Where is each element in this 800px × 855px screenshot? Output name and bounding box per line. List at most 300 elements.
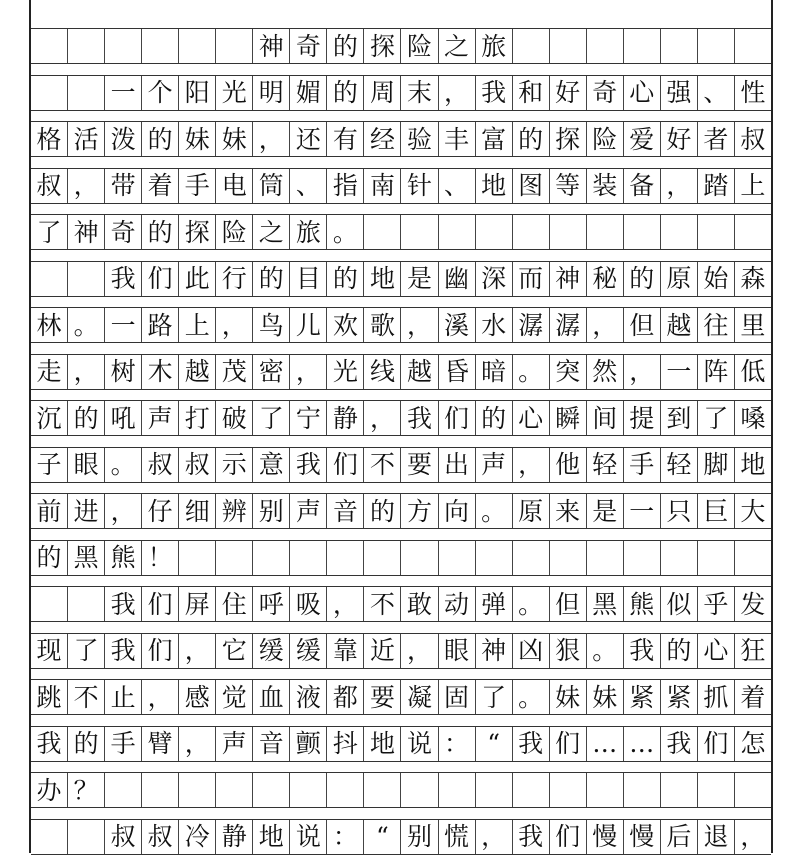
grid-cell: 前 <box>31 494 68 528</box>
grid-cell <box>661 29 698 63</box>
grid-cell: 光 <box>327 355 364 389</box>
grid-cell: 昏 <box>439 355 476 389</box>
grid-cell: ， <box>290 355 327 389</box>
grid-cell: 的 <box>476 401 513 435</box>
grid-cell <box>105 29 142 63</box>
grid-row <box>31 307 771 343</box>
grid-cell: ， <box>179 727 216 761</box>
grid-cell <box>439 773 476 807</box>
grid-cell <box>290 541 327 575</box>
grid-cell: 音 <box>327 494 364 528</box>
grid-cell: 到 <box>661 401 698 435</box>
grid-cell: 越 <box>401 355 438 389</box>
grid-cell: 。 <box>327 215 364 249</box>
grid-cell: ， <box>105 494 142 528</box>
grid-cell: ， <box>587 308 624 342</box>
grid-row <box>31 819 771 855</box>
grid-cell: 的 <box>364 494 401 528</box>
grid-cell: “ <box>476 727 513 761</box>
grid-cell: 丰 <box>439 122 476 156</box>
grid-cell: 出 <box>439 448 476 482</box>
grid-cell: 阵 <box>698 355 735 389</box>
grid-cell: 声 <box>216 727 253 761</box>
grid-cell: 深 <box>476 262 513 296</box>
grid-cell: 轻 <box>587 448 624 482</box>
grid-cell: 然 <box>587 355 624 389</box>
grid-cell: 不 <box>68 680 105 714</box>
grid-cell: 末 <box>401 76 438 110</box>
grid-cell: 富 <box>476 122 513 156</box>
grid-cell: 我 <box>105 634 142 668</box>
grid-row <box>31 261 771 297</box>
grid-cell <box>661 541 698 575</box>
grid-cell: ， <box>68 169 105 203</box>
grid-cell: 我 <box>401 401 438 435</box>
grid-cell: 不 <box>364 587 401 621</box>
grid-cell: 的 <box>327 76 364 110</box>
grid-cell: 始 <box>698 262 735 296</box>
grid-cell <box>550 773 587 807</box>
grid-cell: ： <box>439 727 476 761</box>
grid-cell <box>401 773 438 807</box>
grid-cell: 旅 <box>476 29 513 63</box>
grid-cell: 神 <box>253 29 290 63</box>
grid-cell: 颤 <box>290 727 327 761</box>
grid-cell: 。 <box>587 634 624 668</box>
grid-cell: 媚 <box>290 76 327 110</box>
grid-cell <box>513 29 550 63</box>
grid-cell: 宁 <box>290 401 327 435</box>
grid-cell: 们 <box>142 634 179 668</box>
grid-cell <box>698 29 735 63</box>
grid-cell: 们 <box>550 820 587 854</box>
grid-cell: 好 <box>550 76 587 110</box>
grid-cell <box>364 215 401 249</box>
grid-cell: 手 <box>624 448 661 482</box>
grid-cell: 紧 <box>624 680 661 714</box>
grid-cell <box>513 215 550 249</box>
grid-cell: 踏 <box>698 169 735 203</box>
grid-cell: … <box>587 727 624 761</box>
grid-cell: 来 <box>550 494 587 528</box>
grid-cell: 奇 <box>587 76 624 110</box>
grid-cell: 叔 <box>142 820 179 854</box>
grid-cell: 阳 <box>179 76 216 110</box>
grid-row <box>31 633 771 669</box>
grid-cell <box>31 262 68 296</box>
grid-cell: 歌 <box>364 308 401 342</box>
grid-cell: 我 <box>661 727 698 761</box>
grid-cell: 别 <box>401 820 438 854</box>
grid-cell: 叔 <box>740 124 766 154</box>
grid-cell <box>31 587 68 621</box>
grid-row <box>31 493 771 529</box>
grid-cell: 格 <box>31 122 68 156</box>
grid-cell: 弹 <box>476 587 513 621</box>
grid-cell <box>661 773 698 807</box>
grid-cell <box>550 215 587 249</box>
grid-cell <box>661 215 698 249</box>
grid-row <box>31 168 771 204</box>
grid-cell: 感 <box>179 680 216 714</box>
grid-cell: ， <box>401 634 438 668</box>
grid-cell: ， <box>439 76 476 110</box>
grid-cell: 密 <box>253 355 290 389</box>
grid-cell <box>698 541 735 575</box>
grid-cell: 一 <box>105 308 142 342</box>
grid-cell: 之 <box>253 215 290 249</box>
grid-cell <box>513 541 550 575</box>
grid-cell: 我 <box>476 76 513 110</box>
grid-cell: 有 <box>327 122 364 156</box>
grid-cell: 破 <box>216 401 253 435</box>
grid-cell: 验 <box>401 122 438 156</box>
grid-cell <box>698 215 735 249</box>
grid-cell: 说 <box>290 820 327 854</box>
grid-cell: 凶 <box>513 634 550 668</box>
grid-cell: 子 <box>31 448 68 482</box>
grid-cell: 上 <box>740 171 766 200</box>
grid-cell: 了 <box>476 680 513 714</box>
grid-cell: 黑 <box>587 587 624 621</box>
grid-cell: 要 <box>401 448 438 482</box>
grid-cell: 沉 <box>31 401 68 435</box>
grid-cell: 手 <box>179 169 216 203</box>
grid-cell: 我 <box>624 634 661 668</box>
grid-cell <box>587 541 624 575</box>
grid-row <box>31 679 771 715</box>
grid-cell: 突 <box>550 355 587 389</box>
grid-cell: 静 <box>216 820 253 854</box>
grid-cell: 液 <box>290 680 327 714</box>
grid-cell: 示 <box>216 448 253 482</box>
grid-cell: “ <box>364 820 401 854</box>
grid-cell: 鸟 <box>253 308 290 342</box>
grid-cell: 走 <box>31 355 68 389</box>
grid-cell: 的 <box>661 634 698 668</box>
grid-cell: 缓 <box>290 634 327 668</box>
grid-cell: 凝 <box>401 680 438 714</box>
grid-cell <box>550 541 587 575</box>
grid-cell <box>624 215 661 249</box>
grid-cell: 了 <box>253 401 290 435</box>
grid-cell: 。 <box>513 680 550 714</box>
grid-cell: 们 <box>327 448 364 482</box>
grid-cell: 泼 <box>105 122 142 156</box>
grid-cell: 行 <box>216 262 253 296</box>
grid-row <box>31 447 771 483</box>
grid-cell: 住 <box>216 587 253 621</box>
grid-cell: 爱 <box>624 122 661 156</box>
grid-cell <box>31 820 68 854</box>
grid-cell: 们 <box>550 727 587 761</box>
grid-cell: ， <box>327 587 364 621</box>
grid-cell: ， <box>740 822 766 851</box>
grid-cell: 神 <box>476 634 513 668</box>
grid-cell: 地 <box>364 262 401 296</box>
grid-cell: 近 <box>364 634 401 668</box>
grid-cell: 神 <box>68 215 105 249</box>
grid-cell: 现 <box>31 634 68 668</box>
grid-row <box>31 354 771 390</box>
grid-cell: 地 <box>253 820 290 854</box>
grid-cell: 、 <box>290 169 327 203</box>
grid-cell: 原 <box>513 494 550 528</box>
grid-cell: 和 <box>513 76 550 110</box>
grid-cell: 儿 <box>290 308 327 342</box>
grid-cell: 敢 <box>401 587 438 621</box>
grid-cell: 是 <box>587 494 624 528</box>
grid-cell: 意 <box>253 448 290 482</box>
grid-cell <box>476 215 513 249</box>
grid-cell: 目 <box>290 262 327 296</box>
grid-cell: 叔 <box>142 448 179 482</box>
grid-cell <box>179 29 216 63</box>
grid-cell <box>142 29 179 63</box>
grid-cell: 它 <box>216 634 253 668</box>
grid-cell: 手 <box>105 727 142 761</box>
grid-cell: 辨 <box>216 494 253 528</box>
grid-cell: 还 <box>290 122 327 156</box>
grid-cell: 针 <box>401 169 438 203</box>
grid-cell: 的 <box>68 401 105 435</box>
grid-cell: 的 <box>142 122 179 156</box>
grid-cell: 叔 <box>179 448 216 482</box>
grid-cell <box>587 215 624 249</box>
grid-cell: ？ <box>68 773 105 807</box>
grid-cell: 声 <box>290 494 327 528</box>
grid-cell: 险 <box>216 215 253 249</box>
grid-cell: 我 <box>513 727 550 761</box>
grid-cell: 。 <box>513 587 550 621</box>
grid-cell: 我 <box>105 587 142 621</box>
sheet-right-border <box>771 0 773 853</box>
grid-cell <box>401 215 438 249</box>
grid-cell: 瞬 <box>550 401 587 435</box>
grid-cell: 固 <box>439 680 476 714</box>
grid-cell <box>476 541 513 575</box>
grid-cell: 的 <box>327 262 364 296</box>
grid-cell: 经 <box>364 122 401 156</box>
grid-cell: 但 <box>624 308 661 342</box>
grid-cell: 木 <box>142 355 179 389</box>
grid-cell: 的 <box>68 727 105 761</box>
grid-cell: 紧 <box>661 680 698 714</box>
grid-cell: 图 <box>513 169 550 203</box>
title-row <box>31 28 771 64</box>
grid-cell: 动 <box>439 587 476 621</box>
grid-cell: 不 <box>364 448 401 482</box>
grid-cell: 眼 <box>439 634 476 668</box>
grid-cell: 慢 <box>624 820 661 854</box>
grid-cell: 探 <box>550 122 587 156</box>
grid-cell: 心 <box>698 634 735 668</box>
grid-cell <box>401 541 438 575</box>
grid-cell: 。 <box>105 448 142 482</box>
grid-cell: 要 <box>364 680 401 714</box>
grid-cell: 办 <box>31 773 68 807</box>
grid-cell: 带 <box>105 169 142 203</box>
grid-cell: 屏 <box>179 587 216 621</box>
grid-cell: 妹 <box>550 680 587 714</box>
grid-cell: 心 <box>513 401 550 435</box>
grid-cell: 向 <box>439 494 476 528</box>
grid-cell <box>253 541 290 575</box>
grid-cell: ： <box>327 820 364 854</box>
grid-cell: 地 <box>740 450 766 479</box>
grid-cell: 此 <box>179 262 216 296</box>
grid-cell <box>142 773 179 807</box>
grid-cell: ！ <box>142 541 179 575</box>
grid-cell <box>513 773 550 807</box>
grid-cell <box>179 541 216 575</box>
grid-row <box>31 726 771 762</box>
grid-cell: 狂 <box>740 636 766 665</box>
grid-cell: 慢 <box>587 820 624 854</box>
grid-cell: 进 <box>68 494 105 528</box>
grid-cell <box>179 773 216 807</box>
grid-cell: 。 <box>513 355 550 389</box>
grid-cell: 血 <box>253 680 290 714</box>
grid-cell: 。 <box>476 494 513 528</box>
grid-cell: 细 <box>179 494 216 528</box>
grid-cell: 我 <box>105 262 142 296</box>
grid-cell: ， <box>513 448 550 482</box>
grid-cell: 奇 <box>105 215 142 249</box>
grid-cell: 暗 <box>476 355 513 389</box>
grid-cell: ， <box>364 401 401 435</box>
grid-cell: 我 <box>513 820 550 854</box>
grid-cell: 嗓 <box>740 403 766 433</box>
grid-row <box>31 400 771 436</box>
grid-cell: 的 <box>31 541 68 575</box>
grid-cell: 靠 <box>327 634 364 668</box>
grid-cell <box>31 29 68 63</box>
grid-cell: 大 <box>740 496 766 526</box>
grid-cell <box>364 773 401 807</box>
grid-cell: 们 <box>142 262 179 296</box>
grid-cell: 但 <box>550 587 587 621</box>
grid-cell: 明 <box>253 76 290 110</box>
grid-cell: ， <box>624 355 661 389</box>
grid-cell: ， <box>142 680 179 714</box>
grid-cell: 巨 <box>698 494 735 528</box>
grid-cell: 低 <box>740 357 766 386</box>
grid-cell: 声 <box>476 448 513 482</box>
grid-cell: 欢 <box>327 308 364 342</box>
grid-cell: 着 <box>740 682 766 712</box>
grid-cell: 里 <box>740 310 766 340</box>
grid-row <box>31 772 771 808</box>
grid-cell <box>439 215 476 249</box>
grid-cell: 险 <box>587 122 624 156</box>
grid-cell: 一 <box>661 355 698 389</box>
grid-cell <box>327 773 364 807</box>
grid-cell: 光 <box>216 76 253 110</box>
grid-cell: 树 <box>105 355 142 389</box>
grid-cell: 们 <box>698 727 735 761</box>
grid-cell: 了 <box>31 215 68 249</box>
grid-cell: 潺 <box>513 308 550 342</box>
grid-cell: 。 <box>68 308 105 342</box>
grid-cell <box>476 773 513 807</box>
grid-cell: 装 <box>587 169 624 203</box>
grid-cell: 叔 <box>31 169 68 203</box>
grid-cell: 妹 <box>179 122 216 156</box>
grid-cell: … <box>624 727 661 761</box>
grid-cell: 跳 <box>31 680 68 714</box>
grid-cell: 旅 <box>290 215 327 249</box>
grid-cell: 止 <box>105 680 142 714</box>
grid-cell: 幽 <box>439 262 476 296</box>
grid-cell: 只 <box>661 494 698 528</box>
grid-cell: ， <box>661 169 698 203</box>
grid-cell: 、 <box>439 169 476 203</box>
grid-cell: 方 <box>401 494 438 528</box>
grid-cell: 备 <box>624 169 661 203</box>
grid-cell: 探 <box>364 29 401 63</box>
grid-cell: 了 <box>68 634 105 668</box>
grid-cell: 秘 <box>587 262 624 296</box>
grid-cell: 了 <box>698 401 735 435</box>
grid-cell: 间 <box>587 401 624 435</box>
grid-cell: 我 <box>31 727 68 761</box>
grid-cell: 溪 <box>439 308 476 342</box>
grid-cell: 活 <box>68 122 105 156</box>
grid-cell: 地 <box>476 169 513 203</box>
grid-cell: 电 <box>216 169 253 203</box>
grid-cell: 茂 <box>216 355 253 389</box>
grid-cell: 妹 <box>587 680 624 714</box>
grid-cell: 缓 <box>253 634 290 668</box>
grid-cell: ， <box>476 820 513 854</box>
grid-cell <box>216 29 253 63</box>
grid-cell: 神 <box>550 262 587 296</box>
grid-cell: 说 <box>401 727 438 761</box>
grid-cell: 抓 <box>698 680 735 714</box>
grid-cell: 而 <box>513 262 550 296</box>
grid-cell <box>550 29 587 63</box>
grid-cell <box>624 541 661 575</box>
grid-cell: 地 <box>364 727 401 761</box>
grid-cell <box>68 820 105 854</box>
grid-cell: 之 <box>439 29 476 63</box>
grid-cell: 觉 <box>216 680 253 714</box>
grid-cell: 南 <box>364 169 401 203</box>
grid-cell: 都 <box>327 680 364 714</box>
grid-cell: 提 <box>624 401 661 435</box>
grid-cell: ， <box>68 355 105 389</box>
grid-cell <box>587 773 624 807</box>
grid-cell: 奇 <box>290 29 327 63</box>
grid-cell: 吸 <box>290 587 327 621</box>
grid-cell <box>327 541 364 575</box>
grid-cell: 似 <box>661 587 698 621</box>
grid-cell: 狠 <box>550 634 587 668</box>
grid-cell: 筒 <box>253 169 290 203</box>
grid-cell: 险 <box>401 29 438 63</box>
grid-cell <box>105 773 142 807</box>
grid-cell: 轻 <box>661 448 698 482</box>
grid-cell <box>216 541 253 575</box>
grid-cell: 妹 <box>216 122 253 156</box>
grid-cell: 黑 <box>68 541 105 575</box>
grid-cell: 线 <box>364 355 401 389</box>
grid-cell: 脚 <box>698 448 735 482</box>
grid-row <box>31 214 771 250</box>
grid-cell <box>624 29 661 63</box>
grid-cell: 静 <box>327 401 364 435</box>
